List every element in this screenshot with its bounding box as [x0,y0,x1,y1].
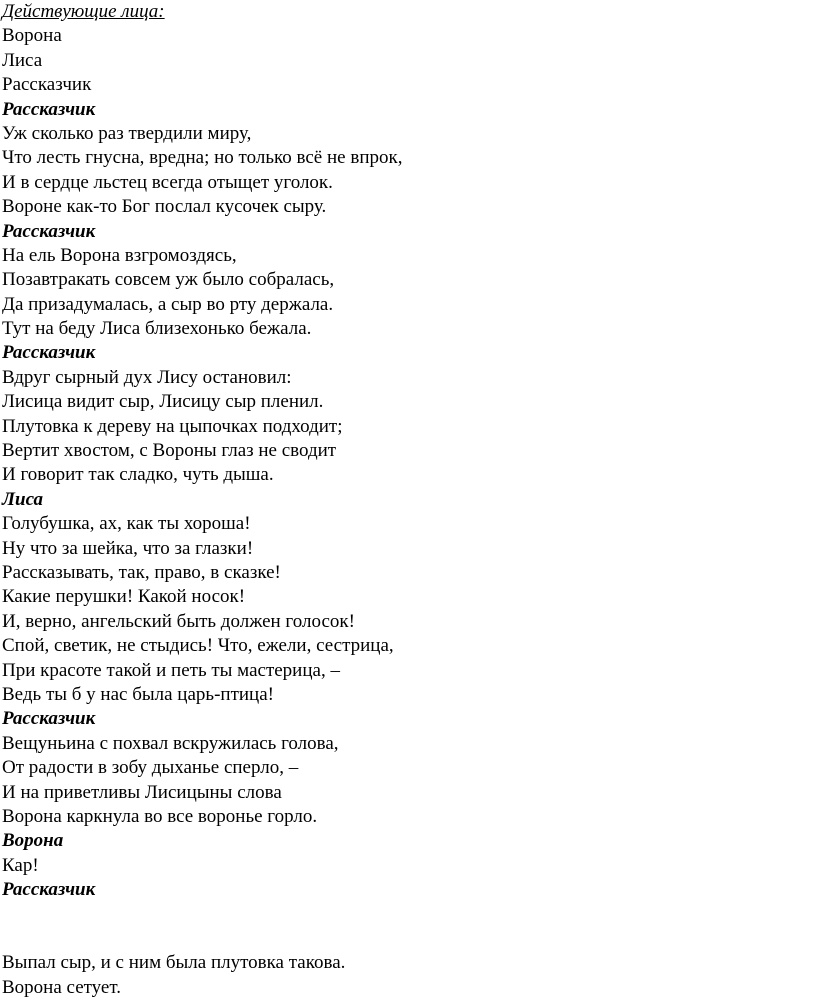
verse-line: Тут на беду Лиса близехонько бежала. [2,318,312,340]
verse-line: Рассказывать, так, право, в сказке! [2,561,281,583]
verse-line: Спой, светик, не стыдись! Что, ежели, сестрица, [2,635,394,657]
speaker-name: Лиса [2,488,44,510]
verse-line: Что лесть гнусна, вредна; но только всё не впрок, [2,147,403,169]
verse-line: Да призадумалась, а сыр во рту держала. [2,293,334,315]
cast-member: Рассказчик [2,74,92,96]
verse-line: И на приветливы Лисицыны слова [2,781,282,803]
speaker-name: Рассказчик [2,879,96,901]
verse-line: Ворона сетует. [2,976,121,998]
verse-line: На ель Ворона взгромоздясь, [2,244,237,266]
verse-line: И, верно, ангельский быть должен голосок! [2,610,355,632]
verse-line: И в сердце льстец всегда отыщет уголок. [2,171,333,193]
verse-line: И говорит так сладко, чуть дыша. [2,464,274,486]
verse-line: При красоте такой и петь ты мастерица, – [2,659,340,681]
verse-line: Выпал сыр, и с ним была плутовка такова. [2,952,346,974]
verse-line: Позавтракать совсем уж было собралась, [2,269,335,291]
verse-line: Вороне как-то Бог послал кусочек сыру. [2,196,327,218]
speaker-name: Рассказчик [2,708,96,730]
verse-line: Ворона каркнула во все воронье горло. [2,805,318,827]
blank-line [2,902,816,926]
verse-line: Вдруг сырный дух Лису остановил: [2,366,292,388]
speaker-name: Рассказчик [2,342,96,364]
verse-line: Вещуньина с похвал вскружилась голова, [2,732,339,754]
blank-line [2,927,816,951]
speaker-name: Ворона [2,830,64,852]
speaker-name: Рассказчик [2,98,96,120]
speaker-name: Рассказчик [2,220,96,242]
verse-line: Лисица видит сыр, Лисицу сыр пленил. [2,391,324,413]
verse-line: Ну что за шейка, что за глазки! [2,537,254,559]
verse-line: Уж сколько раз твердили миру, [2,122,252,144]
verse-line: Кар! [2,854,39,876]
verse-line: От радости в зобу дыханье сперло, – [2,757,299,779]
verse-line: Вертит хвостом, с Вороны глаз не сводит [2,440,337,462]
verse-line: Плутовка к дереву на цыпочках подходит; [2,415,343,437]
cast-heading: Действующие лица: [2,1,165,22]
cast-member: Лиса [2,49,43,71]
verse-line: Какие перушки! Какой носок! [2,586,246,608]
cast-member: Ворона [2,25,62,47]
verse-line: Голубушка, ах, как ты хороша! [2,513,251,535]
verse-line: Ведь ты б у нас была царь-птица! [2,683,274,705]
